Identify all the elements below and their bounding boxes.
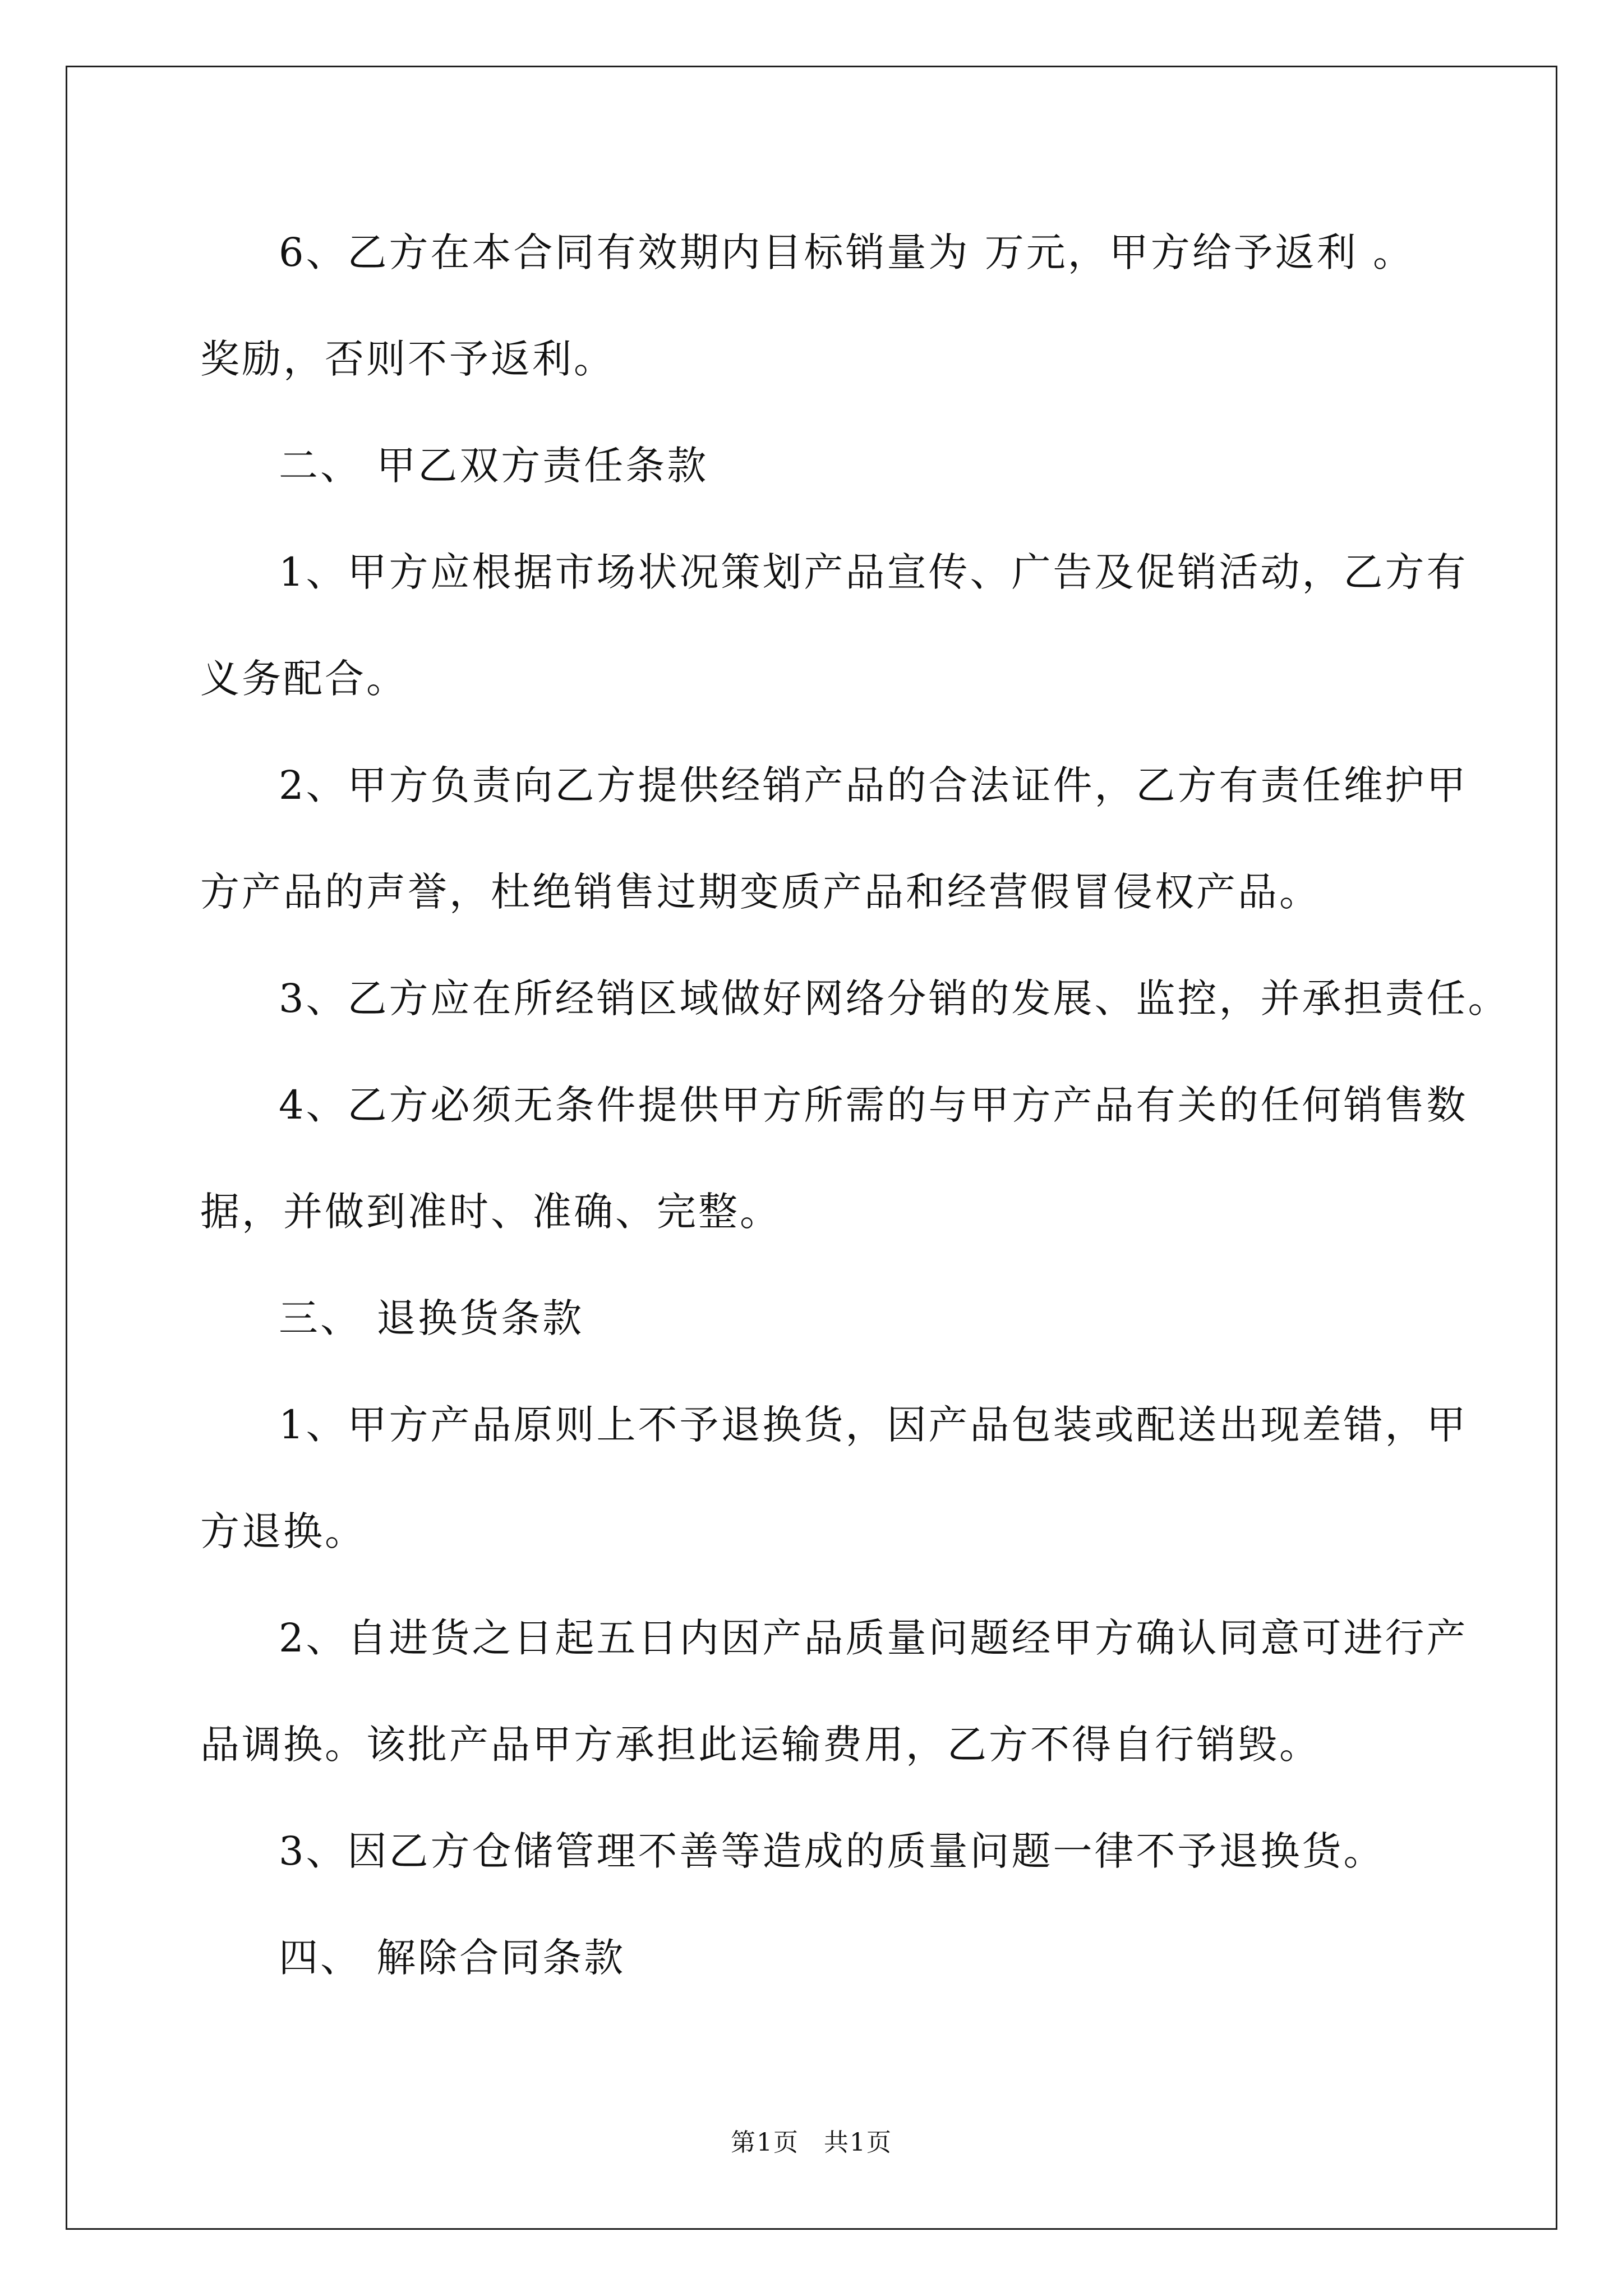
total-pages: 共1页	[824, 2128, 892, 2157]
document-body	[200, 219, 1510, 2031]
current-page-number: 第1页	[731, 2128, 799, 2157]
clause-6-line-2: 奖励，否则不予返利。	[200, 336, 615, 382]
section-heading-4: 四、 解除合同条款	[279, 1935, 626, 1981]
section-2-clause-1-line-2: 义务配合。	[200, 656, 408, 702]
section-3-clause-1-line-1: 1、甲方产品原则上不予退换货，因产品包装或配送出现差错，甲	[279, 1402, 1468, 1448]
section-2-clause-3: 3、乙方应在所经销区域做好网络分销的发展、监控，并承担责任。	[279, 976, 1510, 1022]
section-3-clause-2-line-2: 品调换。该批产品甲方承担此运输费用，乙方不得自行销毁。	[200, 1722, 1321, 1768]
section-3-clause-1-line-2: 方退换。	[200, 1508, 366, 1554]
section-2-clause-2-line-1: 2、甲方负责向乙方提供经销产品的合法证件，乙方有责任维护甲	[279, 762, 1468, 808]
page-footer	[0, 2126, 1623, 2160]
section-3-clause-2-line-1: 2、自进货之日起五日内因产品质量问题经甲方确认同意可进行产	[279, 1615, 1468, 1661]
section-2-clause-4-line-1: 4、乙方必须无条件提供甲方所需的与甲方产品有关的任何销售数	[279, 1082, 1468, 1128]
section-2-clause-1-line-1: 1、甲方应根据市场状况策划产品宣传、广告及促销活动，乙方有	[279, 549, 1468, 595]
section-heading-2: 二、 甲乙双方责任条款	[279, 443, 709, 489]
section-2-clause-2-line-2: 方产品的声誉，杜绝销售过期变质产品和经营假冒侵权产品。	[200, 869, 1321, 915]
section-3-clause-3: 3、因乙方仓储管理不善等造成的质量问题一律不予退换货。	[279, 1828, 1385, 1874]
section-2-clause-4-line-2: 据，并做到准时、准确、完整。	[200, 1189, 781, 1235]
clause-6-line-1: 6、乙方在本合同有效期内目标销量为 万元，甲方给予返利 。	[279, 229, 1415, 275]
section-heading-3: 三、 退换货条款	[279, 1295, 584, 1341]
